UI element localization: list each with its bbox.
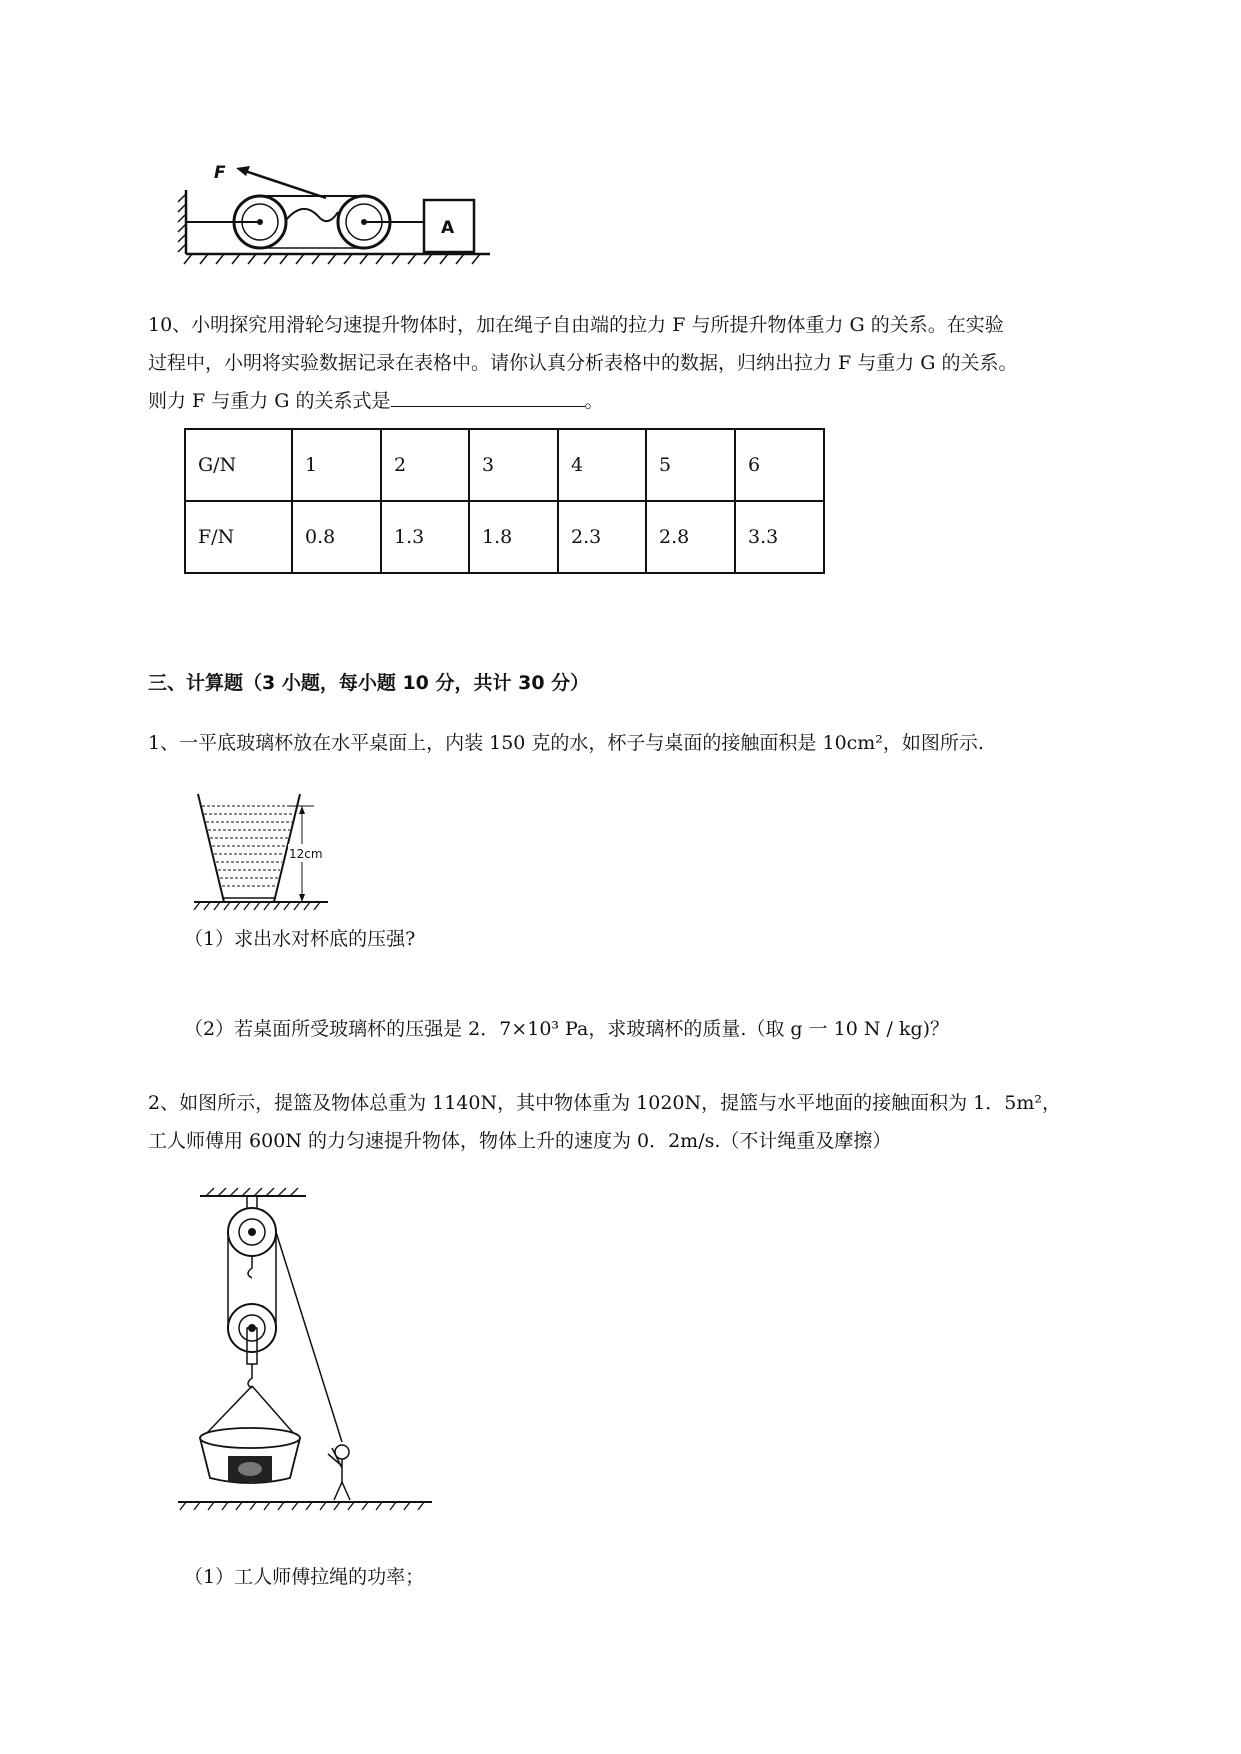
pulley-lift-figure [176,1186,446,1522]
q10-line-3-prefix: 则力 F 与重力 G 的关系式是 [148,390,391,412]
glass-cup-figure [192,792,332,918]
q10-line-3-suffix: 。 [584,390,604,412]
q10-line-1: 10、小明探究用滑轮匀速提升物体时，加在绳子自由端的拉力 F 与所提升物体重力 G 的关系。在实验 [148,314,1004,336]
pulley-horizontal-figure [178,162,508,267]
table-cell: 3 [469,429,558,501]
problem-2-sub-1: （1）工人师傅拉绳的功率； [184,1566,425,1588]
answer-blank[interactable] [391,382,585,407]
q10-line-3 [148,382,604,420]
problem-1-text: 1、一平底玻璃杯放在水平桌面上，内装 150 克的水，杯子与桌面的接触面积是 10cm²，如图所示. [148,732,984,754]
height-label: 12cm [289,847,323,861]
table-cell: 2.3 [558,501,646,573]
table-cell: 1.8 [469,501,558,573]
table-cell: 0.8 [292,501,381,573]
table-cell: 4 [558,429,646,501]
problem-2-line-2: 工人师傅用 600N 的力匀速提升物体，物体上升的速度为 0．2m/s.（不计绳重及摩擦） [148,1130,892,1152]
table-cell: 1 [292,429,381,501]
table-cell: 2.8 [646,501,735,573]
table-cell: 6 [735,429,824,501]
table-cell: 3.3 [735,501,824,573]
problem-1-sub-2: （2）若桌面所受玻璃杯的压强是 2．7×10³ Pa，求玻璃杯的质量.（取 g 一 10 N / kg)？ [184,1018,950,1040]
table-cell: 5 [646,429,735,501]
problem-1-sub-1: （1）求出水对杯底的压强? [184,928,416,950]
table-cell: 2 [381,429,469,501]
table-cell: G/N [185,429,292,501]
table-cell: 1.3 [381,501,469,573]
table-cell: F/N [185,501,292,573]
problem-2-line-1: 2、如图所示，提篮及物体总重为 1140N，其中物体重为 1020N，提篮与水平地面的接触面积为 1．5m²， [148,1092,1061,1114]
table-row [185,429,824,501]
data-table [184,428,825,574]
table-row [185,501,824,573]
block-label: A [441,218,455,238]
section-heading: 三、计算题（3 小题，每小题 10 分，共计 30 分） [148,672,590,694]
force-label: F [214,163,226,183]
q10-line-2: 过程中，小明将实验数据记录在表格中。请你认真分析表格中的数据，归纳出拉力 F 与重力 G 的关系。 [148,352,1018,374]
